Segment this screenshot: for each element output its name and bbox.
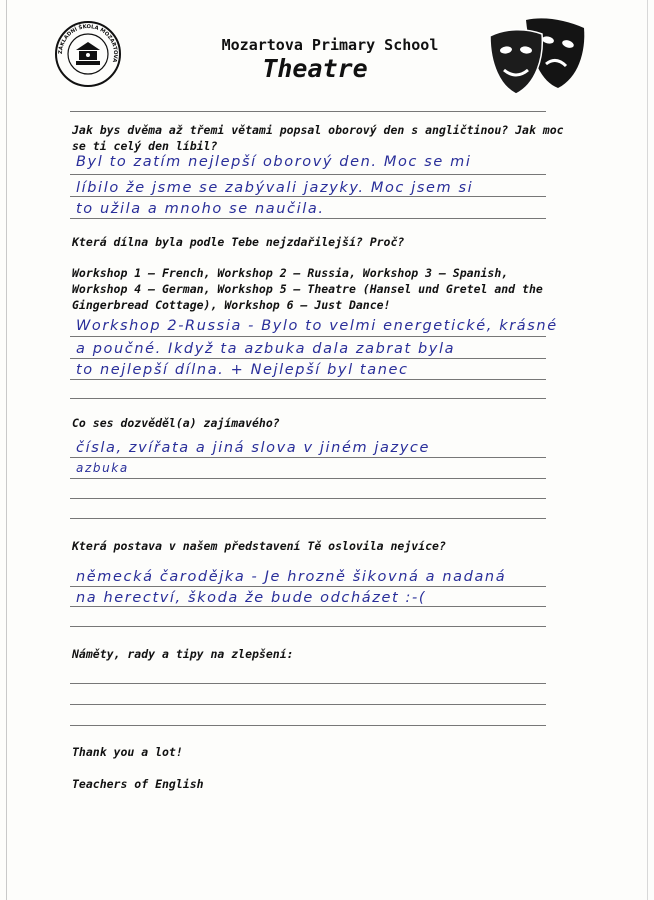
answer-line <box>70 336 546 337</box>
answer-line <box>70 626 546 627</box>
question-3: Co ses dozvěděl(a) zajímavého? <box>72 416 280 430</box>
answer-line <box>70 457 546 458</box>
answer-2-line-3: to nejlepší dílna. + Nejlepší byl tanec <box>76 362 409 378</box>
question-1: Jak bys dvěma až třemi větami popsal oborový den s angličtinou? Jak moc se ti celý den líbil? <box>72 123 571 153</box>
page-title: Theatre <box>262 54 368 83</box>
answer-line <box>70 398 546 399</box>
svg-text:ZÁKLADNÍ ŠKOLA MOZARTOVA: ZÁKLADNÍ ŠKOLA MOZARTOVA <box>57 23 119 63</box>
answer-line <box>70 218 546 219</box>
answer-line <box>70 725 546 726</box>
scan-edge-left <box>6 0 7 900</box>
signature-text: Teachers of English <box>72 777 204 791</box>
header-divider <box>70 111 546 112</box>
theatre-masks-icon <box>486 14 590 100</box>
question-5: Náměty, rady a tipy na zlepšení: <box>72 647 294 661</box>
answer-line <box>70 704 546 705</box>
answer-line <box>70 358 546 359</box>
answer-2-line-2: a poučné. Ikdyž ta azbuka dala zabrat byla <box>76 341 456 357</box>
school-name: Mozartova Primary School <box>221 36 439 54</box>
answer-1-line-1: Byl to zatím nejlepší oborový den. Moc se mi <box>76 154 472 170</box>
thanks-text: Thank you a lot! <box>72 745 183 759</box>
answer-line <box>70 174 546 175</box>
answer-1-line-2: líbilo že jsme se zabývali jazyky. Moc jsem si <box>76 180 474 196</box>
question-4: Která postava v našem představení Tě oslovila nejvíce? <box>72 539 446 553</box>
answer-line <box>70 518 546 519</box>
answer-line <box>70 478 546 479</box>
answer-3-line-2: azbuka <box>76 461 129 475</box>
answer-3-line-1: čísla, zvířata a jiná slova v jiném jazyce <box>76 440 430 456</box>
school-seal-logo <box>54 20 122 88</box>
answer-line <box>70 379 546 380</box>
answer-line <box>70 606 546 607</box>
answer-4-line-2: na herectví, škoda že bude odcházet :-( <box>76 590 427 606</box>
scan-edge-right <box>647 0 648 900</box>
answer-line <box>70 498 546 499</box>
answer-4-line-1: německá čarodějka - Je hrozně šikovná a nadaná <box>76 569 507 585</box>
answer-line <box>70 196 546 197</box>
answer-1-line-3: to užila a mnoho se naučila. <box>76 201 325 217</box>
answer-line <box>70 683 546 684</box>
answer-2-line-1: Workshop 2-Russia - Bylo to velmi energetické, krásné <box>76 318 558 334</box>
question-2: Která dílna byla podle Tebe nejzdařilejší? Proč? <box>72 235 405 249</box>
workshop-list: Workshop 1 – French, Workshop 2 – Russia, Workshop 3 – Spanish, Workshop 4 – German, Workshop 5 – Theatre (Hansel und Gretel and the Gingerbread Cottage), Workshop 6 – Just Dance! <box>72 266 550 312</box>
answer-line <box>70 586 546 587</box>
